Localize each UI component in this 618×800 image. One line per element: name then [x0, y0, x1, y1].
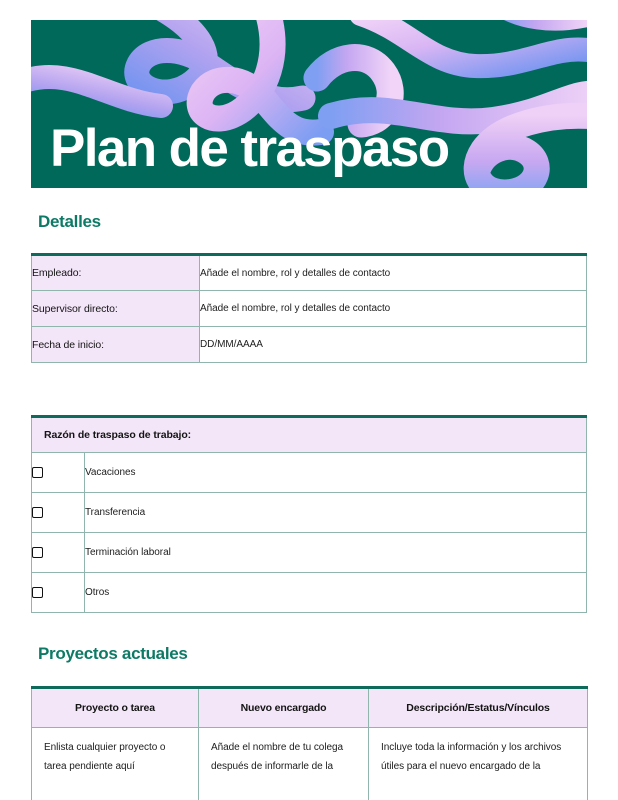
reason-option-vacaciones: Vacaciones: [85, 453, 587, 493]
projects-table: [31, 686, 588, 800]
reason-table: [31, 415, 587, 613]
details-label-start-date: Fecha de inicio:: [32, 327, 200, 363]
table-row: [32, 728, 588, 800]
header-banner: [31, 20, 587, 188]
projects-cell-description[interactable]: Incluye toda la información y los archivos útiles para el nuevo encargado de la: [369, 728, 588, 800]
details-value-supervisor[interactable]: Añade el nombre, rol y detalles de contacto: [200, 291, 587, 327]
checkbox-icon[interactable]: [32, 507, 43, 518]
details-label-supervisor: Supervisor directo:: [32, 291, 200, 327]
projects-cell-owner[interactable]: Añade el nombre de tu colega después de informarle de la: [199, 728, 369, 800]
section-heading-proyectos: Proyectos actuales: [38, 644, 188, 663]
list-item: [32, 573, 587, 613]
document-title: Plan de traspaso: [50, 119, 449, 178]
checkbox-icon[interactable]: [32, 587, 43, 598]
table-row: [32, 327, 587, 363]
table-row: [32, 291, 587, 327]
checkbox-icon[interactable]: [32, 467, 43, 478]
checkbox-icon[interactable]: [32, 547, 43, 558]
reason-header-label: Razón de traspaso de trabajo:: [32, 417, 587, 453]
reason-option-terminacion: Terminación laboral: [85, 533, 587, 573]
section-heading-detalles: Detalles: [38, 212, 101, 231]
details-value-start-date[interactable]: DD/MM/AAAA: [200, 327, 587, 363]
list-item: [32, 533, 587, 573]
checkbox-cell-terminacion[interactable]: [32, 533, 85, 573]
reason-option-otros: Otros: [85, 573, 587, 613]
reason-header-row: [32, 417, 587, 453]
checkbox-cell-transferencia[interactable]: [32, 493, 85, 533]
projects-cell-task[interactable]: Enlista cualquier proyecto o tarea pendiente aquí: [32, 728, 199, 800]
projects-header-row: [32, 688, 588, 728]
list-item: [32, 493, 587, 533]
details-value-employee[interactable]: Añade el nombre, rol y detalles de contacto: [200, 255, 587, 291]
checkbox-cell-vacaciones[interactable]: [32, 453, 85, 493]
reason-option-transferencia: Transferencia: [85, 493, 587, 533]
details-label-employee: Empleado:: [32, 255, 200, 291]
projects-column-header-owner: Nuevo encargado: [199, 688, 369, 728]
list-item: [32, 453, 587, 493]
projects-column-header-task: Proyecto o tarea: [32, 688, 199, 728]
projects-column-header-description: Descripción/Estatus/Vínculos: [369, 688, 588, 728]
checkbox-cell-otros[interactable]: [32, 573, 85, 613]
details-table: [31, 253, 587, 363]
table-row: [32, 255, 587, 291]
